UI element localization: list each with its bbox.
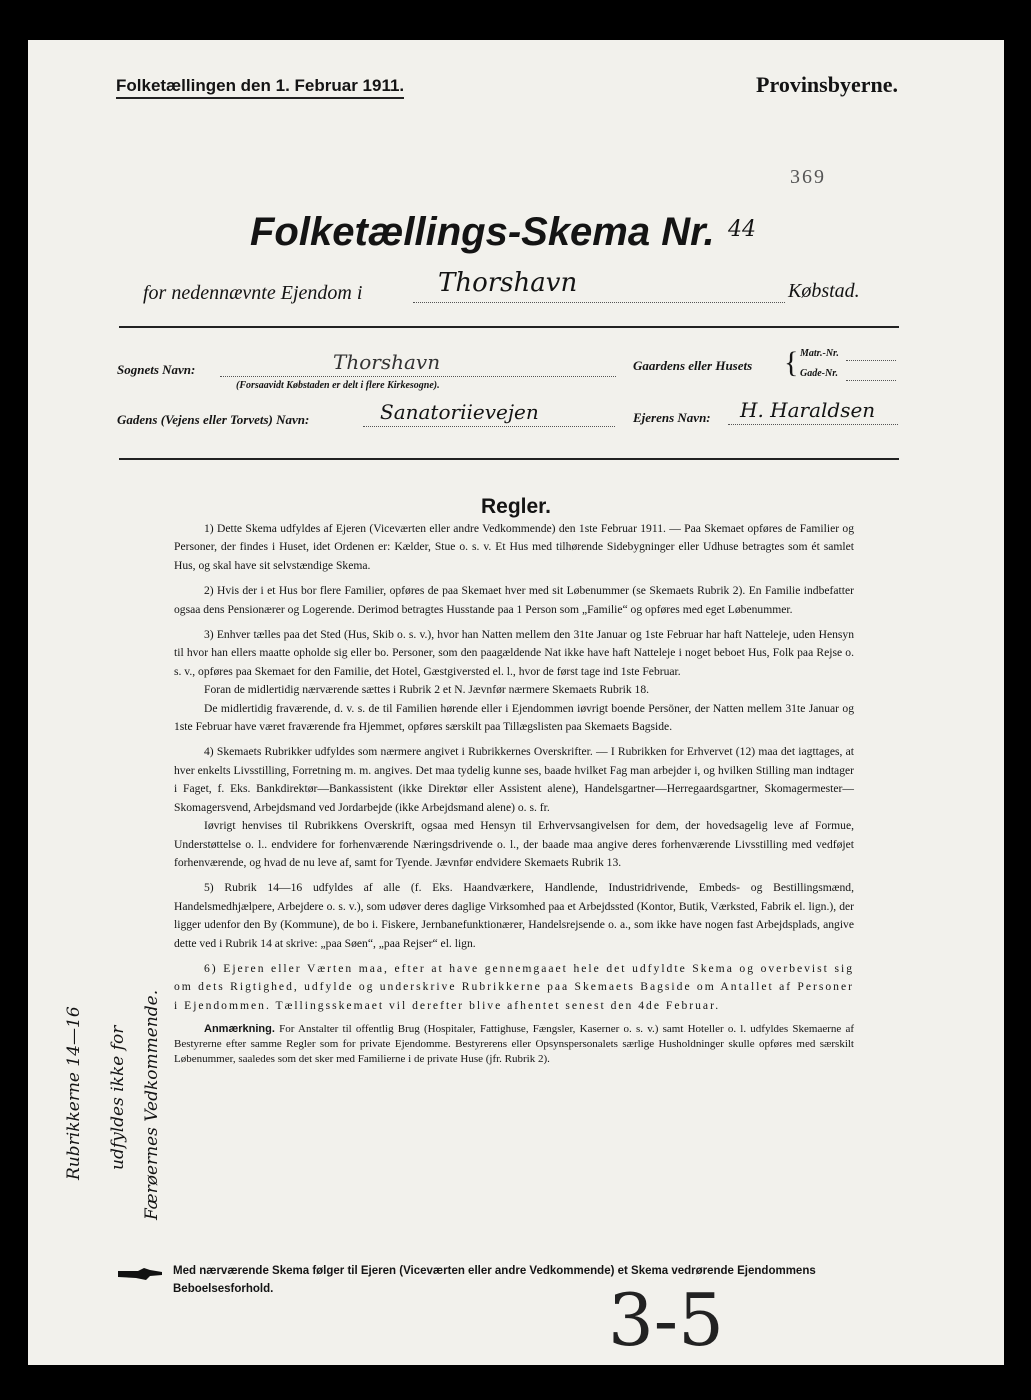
rule-4a: 4) Skemaets Rubrikker udfyldes som nærmere angivet i Rubrikkernes Overskrifter. — I Rubrikken for Erhvervet (12) maa det iagttages, at hver enkelts Livsstilling, Forretning m. m. angives. Det maa tydelig kunne ses, baade hvilket Fag man arbejder i, og hvilken Stilling man indtager i Faget, f. Eks. Bankdirektør—Bankassistent (ikke Direktør eller Assistent alene), Handelsgartner—Herregaardsgartner, Skomagermester—Skomagersvend, Arbejdsmand ved Jordarbejde (ikke Arbejdsmand alene) o. s. fr. — [174, 745, 854, 814]
gade-label: Gadens (Vejens eller Torvets) Navn: — [117, 412, 310, 427]
gaard-label: Gaardens eller Husets — [633, 358, 753, 373]
rule-4b: Iøvrigt henvises til Rubrikkens Overskrift, ogsaa med Hensyn til Erhvervsangivelsen for dem, der hovedsagelig leve af Formue, Understøttelse o. l.. endvidere for forhenværende Næringsdrivende o. l., der baade maa angive deres forhenværende Livsstilling med vedføjet forhenværende, og hvad de nu leve af, samt for Tyende. Jævnfør endvidere Skemaets Rubrik 13. — [174, 819, 854, 869]
matr-label: Matr.-Nr. — [800, 348, 839, 359]
gade-nr-label: Gade-Nr. — [800, 368, 839, 379]
rule-3b: Foran de midlertidig nærværende sættes i Rubrik 2 et N. Jævnfør nærmere Skemaets Rubrik 18. — [204, 683, 650, 697]
ejer-label: Ejerens Navn: — [633, 410, 711, 425]
annotation-text: For Anstalter til offentlig Brug (Hospitaler, Fattighuse, Fængsler, Kaserner o. s. v.) samt Hoteller o. l. udfyldes Skemaerne af Bestyrerne efter samme Regler som for private Ejendomme. Bestyrerens eller Opsynspersonalets særlige Husholdninger skulle opføres med særskilt Løbenummer, saaledes som det sker med Familierne i de private Huse (jfr. Rubrik 2). — [174, 1023, 855, 1066]
side-note-line-2: udfyldes ikke for — [108, 1025, 128, 1170]
ejer-value-handwritten: H. Haraldsen — [740, 398, 876, 422]
town-handwritten: Thorshavn — [438, 268, 578, 298]
skema-number-handwritten: 44 — [728, 217, 756, 242]
rule-3c: De midlertidig fraværende, d. v. s. de til Familien hørende eller i Ejendommen iøvrigt boende Persöner, der Natten mellem 31te Januar og 1ste Februar have været fraværende fra Hjemmet, opføres særskilt paa Tillægslisten paa Skemaets Bagside. — [174, 701, 854, 734]
stamp-number: 369 — [790, 166, 826, 188]
sogn-note: (Forsaavidt Købstaden er delt i flere Kirkesogne). — [236, 380, 440, 391]
rule-3a: 3) Enhver tælles paa det Sted (Hus, Skib o. s. v.), hvor han Natten mellem den 31te Januar og 1ste Februar har haft Natteleje, uden Hensyn til hvor han ellers maatte opholde sig eller bo. Personer, som den paagældende Nat ikke have haft Natteleje i noget beboet Hus, Folk paa Rejse o. s. v., opføres paa Skemaet for den Familie, det Hotel, Gæstgiversted el. l., hvor de først tage ind 1ste Februar. — [174, 628, 854, 678]
rules-heading: Regler. — [480, 495, 552, 518]
gade-nr-dotted-line — [846, 380, 896, 381]
footer-note: Med nærværende Skema følger til Ejeren (Viceværten eller andre Vedkommende) et Skema vedrørende Ejendommens Beboelsesforhold. — [173, 1265, 816, 1295]
sogn-dotted-line — [220, 376, 616, 377]
sogn-value-handwritten: Thorshavn — [333, 350, 441, 374]
province-label: Provinsbyerne. — [756, 72, 898, 97]
side-note-line-1: Rubrikkerne 14—16 — [64, 1006, 84, 1180]
rule-2: 2) Hvis der i et Hus bor flere Familier, opføres de paa Skemaet hver med sit Løbenummer (se Skemaets Rubrik 2). En Familie indbefatter ogsaa dens Pensionærer og Logerende. Derimod betragtes Husstande paa 1 Person som „Familie“ og opføres med eget Løbenummer. — [174, 584, 854, 616]
rules-body — [174, 520, 854, 1074]
gade-value-handwritten: Sanatoriievejen — [380, 400, 539, 424]
property-line-label: for nedennævnte Ejendom i — [143, 282, 363, 304]
gade-dotted-line — [363, 426, 615, 427]
ejer-dotted-line — [728, 424, 898, 425]
pointing-hand-icon — [116, 1266, 164, 1282]
brace-icon: { — [784, 346, 799, 379]
skema-title: Folketællings-Skema Nr. — [250, 210, 715, 254]
rule-5: 5) Rubrik 14—16 udfyldes af alle (f. Eks. Haandværkere, Handlende, Industridrivende, Embeds- og Bestillingsmænd, Handelsmedhjælpere, Arbejdere o. s. v.), som udøver deres daglige Virksomhed paa et Arbejdssted (Kontor, Butik, Værksted, Fabrik el. lign.), der ligger udenfor den By (Kommune), de bo i. Fiskere, Jernbanefunktionærer, Handelsrejsende o. a., som ikke have nogen fast Arbejdsplads, angive dette ved i Rubrik 14 at skrive: „paa Søen“, „paa Rejser“ el. lign. — [174, 881, 854, 950]
annotation-label: Anmærkning. — [204, 1023, 275, 1036]
census-form-page — [28, 40, 1004, 1365]
kobstad-label: Købstad. — [788, 280, 860, 302]
matr-dotted-line — [846, 360, 896, 361]
rule-1: 1) Dette Skema udfyldes af Ejeren (Viceværten eller andre Vedkommende) den 1ste Februar 1911. — Paa Skemaet opføres de Familier og Personer, der findes i Huset, idet Ordenen er: Kælder, Stue o. s. v. Et Hus med tilhørende Sidebygninger eller Udhuse betragtes som ét samlet Hus, og skal have sit selvstændige Skema. — [174, 522, 854, 572]
divider-bottom — [119, 458, 899, 460]
side-note-line-3: Færøernes Vedkommende. — [142, 989, 162, 1220]
town-dotted-line — [413, 302, 785, 303]
census-title: Folketællingen den 1. Februar 1911. — [116, 76, 404, 99]
rule-6: 6) Ejeren eller Værten maa, efter at have gennemgaaet hele det udfyldte Skema og overbevist sig om dets Rigtighed, udfylde og underskrive Rubrikkerne paa Skemaets Bagside om Antallet af Personer i Ejendommen. Tællingsskemaet vil derefter blive afhentet senest den 4de Februar. — [174, 961, 854, 1012]
annotation-note — [174, 1022, 854, 1067]
divider-top — [119, 326, 899, 328]
sogn-label: Sognets Navn: — [117, 362, 196, 377]
handwritten-number: 3-5 — [608, 1278, 724, 1362]
